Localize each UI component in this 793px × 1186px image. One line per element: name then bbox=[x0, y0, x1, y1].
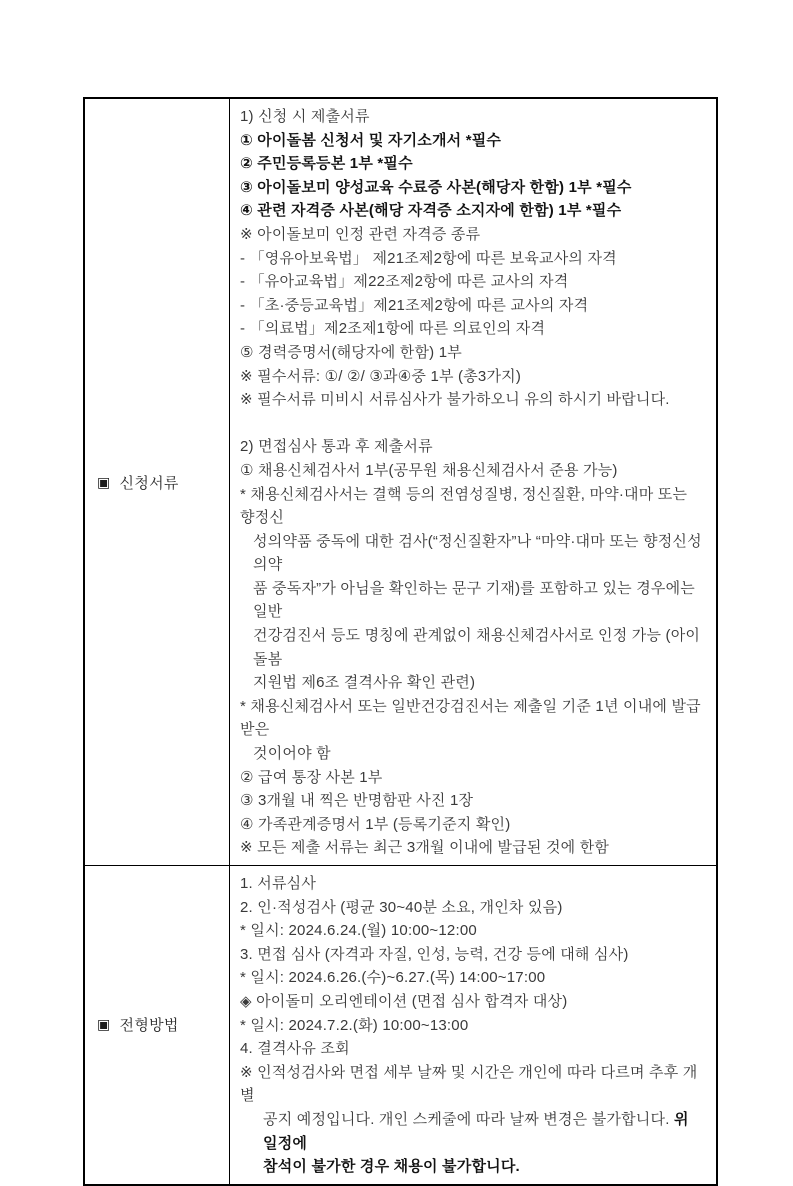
text-line bbox=[240, 836, 706, 860]
cell-application-documents bbox=[230, 99, 716, 865]
text-line bbox=[240, 919, 706, 943]
text-line bbox=[240, 223, 706, 247]
text-segment: 공지 예정입니다. 개인 스케줄에 따라 날짜 변경은 불가합니다. bbox=[263, 1110, 674, 1128]
text-line bbox=[240, 1014, 706, 1038]
text-segment: 성의약품 중독에 대한 검사(“정신질환자”나 “마약·대마 또는 향정신성의약 bbox=[253, 532, 702, 574]
text-line bbox=[240, 530, 706, 577]
text-segment: * 일시: 2024.6.24.(월) 10:00~12:00 bbox=[240, 922, 477, 940]
text-line bbox=[240, 105, 706, 129]
text-segment-bold: 참석이 불가한 경우 채용이 불가합니다. bbox=[263, 1158, 520, 1176]
row-header-selection-method bbox=[85, 866, 230, 1184]
text-segment: ③ 3개월 내 찍은 반명함판 사진 1장 bbox=[240, 792, 474, 810]
text-line bbox=[240, 742, 706, 766]
text-line bbox=[240, 695, 706, 742]
text-segment: ⑤ 경력증명서(해당자에 한함) 1부 bbox=[240, 343, 462, 361]
text-segment: - 「초·중등교육법」제21조제2항에 따른 교사의 자격 bbox=[240, 296, 589, 314]
text-segment: * 일시: 2024.7.2.(화) 10:00~13:00 bbox=[240, 1016, 469, 1034]
table-row-application-documents bbox=[85, 99, 716, 866]
text-segment: ② 급여 통장 사본 1부 bbox=[240, 768, 383, 786]
text-segment: ※ 필수서류 미비시 서류심사가 불가하오니 유의 하시기 바랍니다. bbox=[240, 391, 670, 409]
text-segment-bold: ④ 관련 자격증 사본(해당 자격증 소지자에 한함) 1부 *필수 bbox=[240, 202, 622, 220]
text-line bbox=[240, 671, 706, 695]
text-segment-bold: ③ 아이돌보미 양성교육 수료증 사본(해당자 한함) 1부 *필수 bbox=[240, 178, 632, 196]
text-line bbox=[240, 483, 706, 530]
recruitment-info-table bbox=[83, 97, 718, 1186]
text-line bbox=[240, 1037, 706, 1061]
text-segment: 1) 신청 시 제출서류 bbox=[240, 108, 370, 125]
text-line bbox=[240, 990, 706, 1014]
text-segment: ◈ 아이돌미 오리엔테이션 (면접 심사 합격자 대상) bbox=[240, 992, 568, 1010]
text-segment-bold: ② 주민등록등본 1부 *필수 bbox=[240, 155, 413, 173]
text-line bbox=[240, 435, 706, 459]
text-line bbox=[240, 624, 706, 671]
text-line bbox=[240, 270, 706, 294]
text-line bbox=[240, 388, 706, 412]
table-row-selection-method bbox=[85, 866, 716, 1184]
text-line bbox=[240, 943, 706, 967]
text-segment: - 「영유아보육법」 제21조제2항에 따른 보육교사의 자격 bbox=[240, 249, 617, 267]
text-line bbox=[240, 813, 706, 837]
text-line bbox=[240, 896, 706, 920]
text-segment: 품 중독자”가 아님을 확인하는 문구 기재)를 포함하고 있는 경우에는 일반 bbox=[253, 579, 700, 621]
text-segment: 4. 결격사유 조회 bbox=[240, 1040, 350, 1058]
text-segment: ※ 인적성검사와 면접 세부 날짜 및 시간은 개인에 따라 다르며 추후 개별 bbox=[240, 1063, 698, 1105]
text-segment: * 채용신체검사서는 결핵 등의 전염성질병, 정신질환, 마약·대마 또는 향정신 bbox=[240, 485, 692, 527]
text-segment: * 일시: 2024.6.26.(수)~6.27.(목) 14:00~17:00 bbox=[240, 969, 546, 987]
square-bullet-icon: ▣ bbox=[97, 473, 111, 490]
text-line bbox=[240, 872, 706, 896]
text-line bbox=[240, 365, 706, 389]
text-line bbox=[240, 341, 706, 365]
text-line bbox=[240, 176, 706, 200]
text-segment: 1. 서류심사 bbox=[240, 875, 317, 892]
text-line bbox=[240, 1108, 706, 1155]
text-segment: 2. 인·적성검사 (평균 30~40분 소요, 개인차 있음) bbox=[240, 898, 563, 916]
text-segment: 2) 면접심사 통과 후 제출서류 bbox=[240, 438, 433, 456]
text-segment: 건강검진서 등도 명칭에 관계없이 채용신체검사서로 인정 가능 (아이돌봄 bbox=[253, 627, 701, 668]
text-segment: ※ 아이돌보미 인정 관련 자격증 종류 bbox=[240, 225, 481, 243]
text-line bbox=[240, 247, 706, 271]
text-segment: 3. 면접 심사 (자격과 자질, 인성, 능력, 건강 등에 대해 심사) bbox=[240, 945, 629, 963]
cell-selection-method bbox=[230, 866, 716, 1184]
text-segment: ① 채용신체검사서 1부(공무원 채용신체검사서 준용 가능) bbox=[240, 461, 618, 479]
text-line bbox=[240, 317, 706, 341]
text-segment: - 「의료법」제2조제1항에 따른 의료인의 자격 bbox=[240, 320, 546, 338]
row-header-label-selection-method: 전형방법 bbox=[119, 1017, 179, 1035]
text-line bbox=[240, 152, 706, 176]
text-segment: ④ 가족관계증명서 1부 (등록기준지 확인) bbox=[240, 815, 511, 833]
text-line bbox=[240, 294, 706, 318]
text-segment: ※ 필수서류: ①/ ②/ ③과④중 1부 (총3가지) bbox=[240, 367, 522, 385]
row-header-application-documents bbox=[85, 99, 230, 865]
text-segment: 지원법 제6조 결격사유 확인 관련) bbox=[253, 674, 476, 692]
text-segment: - 「유아교육법」제22조제2항에 따른 교사의 자격 bbox=[240, 273, 569, 291]
square-bullet-icon: ▣ bbox=[97, 1016, 111, 1033]
text-segment-bold: ① 아이돌봄 신청서 및 자기소개서 *필수 bbox=[240, 131, 502, 149]
text-line bbox=[240, 412, 706, 436]
text-line bbox=[240, 577, 706, 624]
text-line bbox=[240, 1061, 706, 1108]
text-line bbox=[240, 459, 706, 483]
row-header-label-application-documents: 신청서류 bbox=[119, 474, 179, 492]
text-segment: * 채용신체검사서 또는 일반건강검진서는 제출일 기준 1년 이내에 발급받은 bbox=[240, 697, 701, 739]
text-segment: ※ 모든 제출 서류는 최근 3개월 이내에 발급된 것에 한함 bbox=[240, 839, 610, 857]
text-line bbox=[240, 789, 706, 813]
text-line bbox=[240, 129, 706, 153]
text-line bbox=[240, 766, 706, 790]
text-line bbox=[240, 966, 706, 990]
text-segment: 것이어야 함 bbox=[253, 745, 331, 763]
text-line bbox=[240, 1155, 706, 1179]
text-segment-bold: 위 일정에 bbox=[263, 1110, 694, 1152]
text-line bbox=[240, 199, 706, 223]
